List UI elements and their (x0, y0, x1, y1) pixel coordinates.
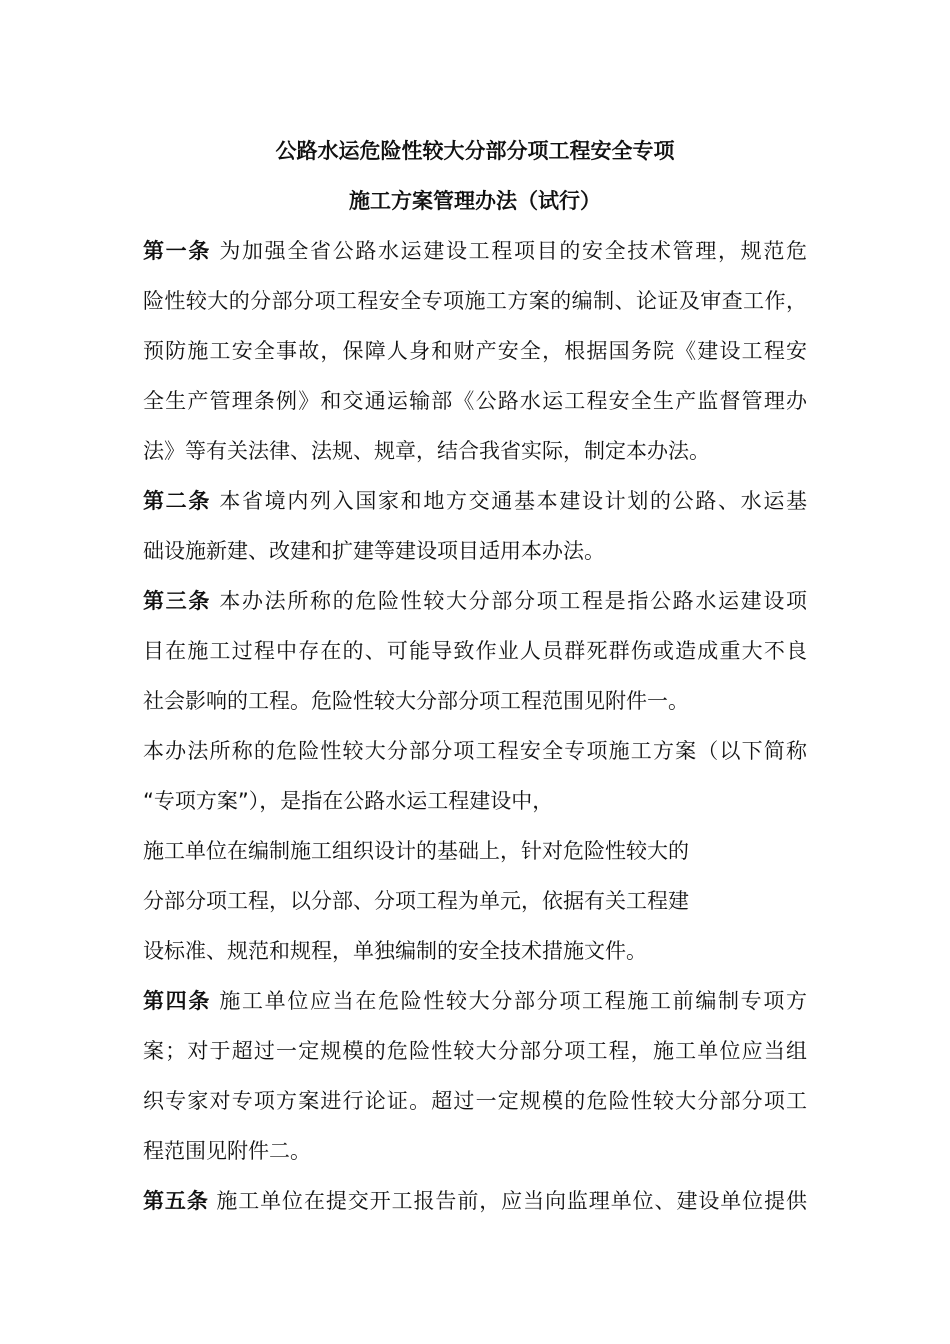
article-1-line-4: 全生产管理条例》和交通运输部《公路水运工程安全生产监督管理办 (143, 389, 807, 413)
article-1-text: 为加强全省公路水运建设工程项目的安全技术管理，规范危 (219, 239, 807, 263)
scheme-paragraph-line-1: 本办法所称的危险性较大分部分项工程安全专项施工方案（以下简称 (143, 739, 807, 763)
article-1-label: 第一条 (143, 239, 211, 263)
article-2-label: 第二条 (143, 489, 211, 513)
article-4-text: 施工单位应当在危险性较大分部分项工程施工前编制专项方 (219, 989, 807, 1013)
article-2-text: 本省境内列入国家和地方交通基本建设计划的公路、水运基 (219, 489, 807, 513)
article-5-line-1 (143, 1186, 807, 1216)
scheme-paragraph-line-4: 分部分项工程，以分部、分项工程为单元，依据有关工程建 (143, 889, 689, 913)
article-3-line-2: 目在施工过程中存在的、可能导致作业人员群死群伤或造成重大不良 (143, 639, 807, 663)
document-title-line-1: 公路水运危险性较大分部分项工程安全专项 (275, 139, 675, 163)
article-4-line-4: 程范围见附件二。 (143, 1139, 311, 1163)
article-4-line-2: 案；对于超过一定规模的危险性较大分部分项工程，施工单位应当组 (143, 1039, 807, 1063)
article-1-line-3: 预防施工安全事故，保障人身和财产安全，根据国务院《建设工程安 (143, 339, 807, 363)
article-2-line-1 (143, 486, 807, 516)
article-5-label: 第五条 (143, 1189, 209, 1213)
scheme-paragraph-line-2: “专项方案”），是指在公路水运工程建设中， (143, 789, 554, 813)
article-2-line-2: 础设施新建、改建和扩建等建设项目适用本办法。 (143, 539, 605, 563)
document-title-line-2: 施工方案管理办法（试行） (349, 189, 601, 213)
article-1-line-1 (143, 236, 807, 266)
scheme-paragraph-line-3: 施工单位在编制施工组织设计的基础上，针对危险性较大的 (143, 839, 689, 863)
article-3-text: 本办法所称的危险性较大分部分项工程是指公路水运建设项 (219, 589, 807, 613)
article-1-line-5: 法》等有关法律、法规、规章，结合我省实际，制定本办法。 (143, 439, 710, 463)
article-5-text: 施工单位在提交开工报告前，应当向监理单位、建设单位提供 (216, 1189, 807, 1213)
article-3-label: 第三条 (143, 589, 211, 613)
article-4-line-3: 织专家对专项方案进行论证。超过一定规模的危险性较大分部分项工 (143, 1089, 807, 1113)
article-3-line-3: 社会影响的工程。危险性较大分部分项工程范围见附件一。 (143, 689, 689, 713)
article-1-line-2: 险性较大的分部分项工程安全专项施工方案的编制、论证及审查工作， (143, 289, 807, 313)
article-3-line-1 (143, 586, 807, 616)
article-4-label: 第四条 (143, 989, 211, 1013)
article-4-line-1 (143, 986, 807, 1016)
scheme-paragraph-line-5: 设标准、规范和规程，单独编制的安全技术措施文件。 (143, 939, 647, 963)
